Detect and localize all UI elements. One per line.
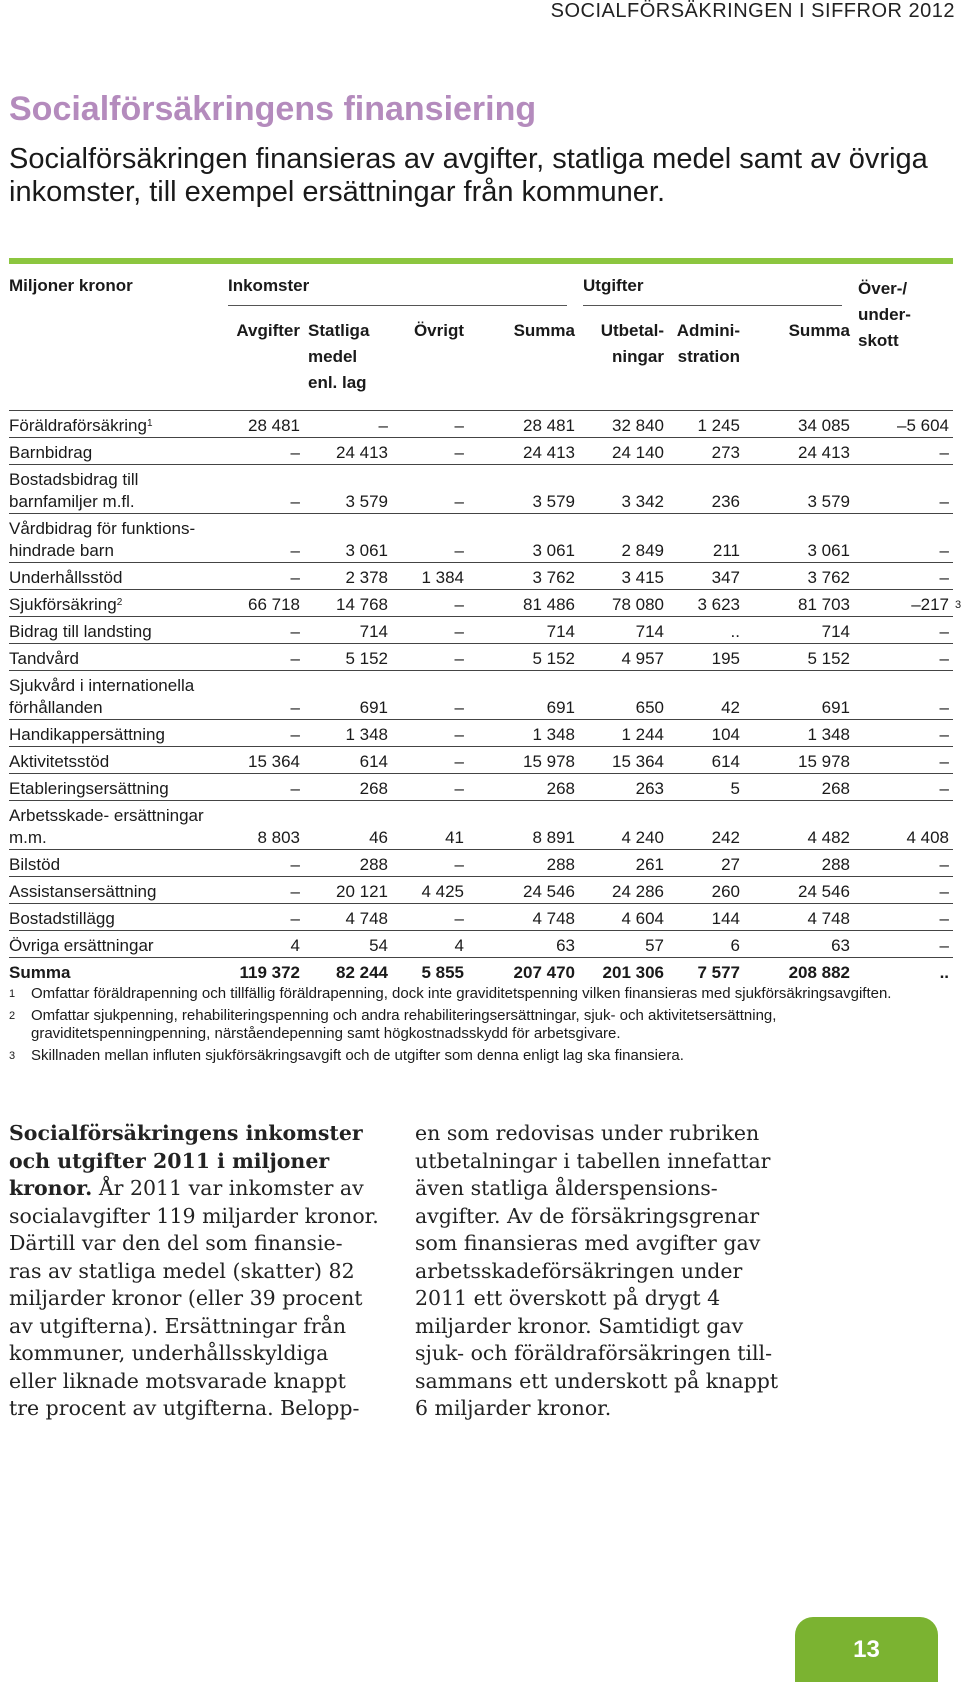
- table-cell: –: [224, 904, 304, 931]
- table-row: [9, 801, 953, 850]
- table-cell: 15 978: [744, 747, 854, 774]
- table-cell: –: [854, 850, 953, 877]
- table-cell: 2 849: [579, 514, 668, 563]
- table-cell: 273: [668, 438, 744, 465]
- table-cell: 614: [668, 747, 744, 774]
- unit-header: Miljoner kronor: [9, 276, 133, 295]
- table-cell: 3 061: [744, 514, 854, 563]
- sum-cell: 7 577: [697, 963, 740, 982]
- page-number-tab: [795, 1617, 938, 1682]
- footnote-ref: 1: [146, 418, 153, 429]
- table-cell: 4: [224, 931, 304, 958]
- table-cell: 5: [668, 774, 744, 801]
- intro-paragraph: Socialförsäkringen finansieras av avgifter, statliga medel samt av övriga inkomster, till exempel ersättningar från kommuner.: [9, 143, 928, 208]
- table-cell: 42: [668, 671, 744, 720]
- income-group-rule: [228, 305, 567, 306]
- sum-cell: 5 855: [421, 963, 464, 982]
- caption-left-text: År 2011 var inkomster av socialavgifter 119 miljarder kronor. Därtill var den del som finansie- ras av statliga medel (skatter) 82 miljarder kronor (eller 39 procent av utgifterna). Ersättningar från kommuner, underhållsskyldiga eller liknade motsvarade knappt tre procent av utgifterna. Belopp-: [9, 1176, 379, 1420]
- table-cell: –: [224, 774, 304, 801]
- table-row: [9, 850, 953, 877]
- table-cell: –: [224, 671, 304, 720]
- table-cell: –: [224, 720, 304, 747]
- table-cell: 24 413: [304, 438, 392, 465]
- table-cell: –: [392, 747, 468, 774]
- sum-cell: 207 470: [513, 963, 575, 982]
- table-cell: 263: [579, 774, 668, 801]
- row-label: Arbetsskade- ersättningar m.m.: [9, 801, 224, 850]
- table-cell: 3 579: [468, 465, 579, 514]
- table-cell: –: [854, 644, 953, 671]
- row-label: Vårdbidrag för funktions- hindrade barn: [9, 514, 224, 563]
- table-cell: 8 891: [468, 801, 579, 850]
- row-label: Handikappersättning: [9, 720, 224, 747]
- table-row: [9, 514, 953, 563]
- table-cell: 4 604: [579, 904, 668, 931]
- table-cell: 691: [304, 671, 392, 720]
- table-row: [9, 931, 953, 958]
- table-cell: 4 425: [392, 877, 468, 904]
- table-cell: 4 240: [579, 801, 668, 850]
- table-cell: 3 762: [744, 563, 854, 590]
- table-row: [9, 747, 953, 774]
- table-cell: –: [854, 774, 953, 801]
- expense-group-rule: [583, 305, 842, 306]
- table-cell: –: [854, 747, 953, 774]
- table-cell: 288: [744, 850, 854, 877]
- table-cell: –: [304, 411, 392, 438]
- income-group-header: Inkomster: [224, 276, 579, 318]
- table-cell: 28 481: [468, 411, 579, 438]
- sum-cell: 208 882: [788, 963, 851, 982]
- table-cell: 46: [304, 801, 392, 850]
- sum-cell: 82 244: [336, 963, 388, 982]
- row-label: Sjukförsäkring$^2$: [9, 590, 224, 617]
- table-cell: 4: [392, 931, 468, 958]
- table-cell: 4 482: [744, 801, 854, 850]
- table-cell: 24 546: [468, 877, 579, 904]
- table-row: [9, 877, 953, 904]
- table-cell: 6: [668, 931, 744, 958]
- table-cell: 714: [468, 617, 579, 644]
- table-cell: 1 245: [668, 411, 744, 438]
- table-cell: 4 748: [744, 904, 854, 931]
- table-cell: 5 152: [468, 644, 579, 671]
- table-cell: 714: [304, 617, 392, 644]
- table-cell: –: [224, 617, 304, 644]
- table-row: [9, 644, 953, 671]
- sum-label: Summa: [9, 963, 71, 982]
- table-cell: –: [392, 644, 468, 671]
- table-cell: 288: [304, 850, 392, 877]
- table-cell: –: [392, 720, 468, 747]
- table-cell: 41: [392, 801, 468, 850]
- financing-table: [9, 276, 961, 984]
- sum-cell: 201 306: [602, 963, 664, 982]
- table-cell: 63: [468, 931, 579, 958]
- footnote-2: 2 Omfattar sjukpenning, rehabiliteringspenning och andra rehabiliteringsersättningar, sjuk- och aktivitetsersättning, graviditetspenningpenning, närståendepenning samt högkostnadsskydd för arbetsgivare.: [9, 1007, 777, 1042]
- table-cell: 1 348: [744, 720, 854, 747]
- sum-cell: ..: [939, 963, 950, 982]
- page-title: Socialförsäkringens finansiering: [9, 90, 537, 128]
- table-cell: 3 061: [468, 514, 579, 563]
- footnote-ref: 3: [955, 599, 961, 611]
- table-cell: 5 152: [304, 644, 392, 671]
- table-cell: 288: [468, 850, 579, 877]
- table-cell: 32 840: [579, 411, 668, 438]
- table-cell: 24 286: [579, 877, 668, 904]
- table-cell: –: [392, 774, 468, 801]
- table-cell: 54: [304, 931, 392, 958]
- table-cell: –: [854, 438, 953, 465]
- table-cell: 24 546: [744, 877, 854, 904]
- table-cell: –: [854, 720, 953, 747]
- footnote-ref: 2: [116, 597, 123, 608]
- table-cell: –: [224, 850, 304, 877]
- table-cell: 268: [468, 774, 579, 801]
- table-cell: –: [392, 617, 468, 644]
- table-cell: 242: [668, 801, 744, 850]
- table-cell: –: [392, 850, 468, 877]
- table-cell: 3 623: [668, 590, 744, 617]
- table-row: [9, 904, 953, 931]
- table-cell: 260: [668, 877, 744, 904]
- table-cell: 57: [579, 931, 668, 958]
- running-header: SOCIALFÖRSÄKRINGEN I SIFFROR 2012: [550, 0, 955, 22]
- table-cell: –: [224, 644, 304, 671]
- sum-row: [9, 958, 953, 985]
- footnote-3: 3 Skillnaden mellan influten sjukförsäkringsavgift och de utgifter som denna enligt lag ska finansiera.: [9, 1047, 684, 1064]
- table-cell: –: [224, 877, 304, 904]
- col-summa-inkomster: Summa: [513, 321, 575, 340]
- table-cell: –: [392, 465, 468, 514]
- row-label: Assistansersättning: [9, 877, 224, 904]
- row-label: Tandvård: [9, 644, 224, 671]
- table-cell: 261: [579, 850, 668, 877]
- table-cell: 236: [668, 465, 744, 514]
- table-cell: –: [224, 465, 304, 514]
- expense-group-header: Utgifter: [579, 276, 854, 318]
- table-cell: ..: [668, 617, 744, 644]
- table-cell: 20 121: [304, 877, 392, 904]
- green-divider: [9, 258, 953, 264]
- footnotes: [9, 985, 953, 1069]
- table-cell: 3 061: [304, 514, 392, 563]
- table-cell: –: [854, 563, 953, 590]
- table-cell: –: [854, 514, 953, 563]
- col-avgifter: Avgifter: [236, 321, 300, 340]
- table-cell: 3 415: [579, 563, 668, 590]
- row-label: Underhållsstöd: [9, 563, 224, 590]
- table-cell: 5 152: [744, 644, 854, 671]
- table-cell: –: [854, 671, 953, 720]
- table-cell: –: [392, 438, 468, 465]
- table-cell: –: [392, 514, 468, 563]
- table-cell: 614: [304, 747, 392, 774]
- table-row: [9, 411, 953, 438]
- table-cell: 1 384: [392, 563, 468, 590]
- table-cell: –: [224, 438, 304, 465]
- table-cell: 66 718: [224, 590, 304, 617]
- col-utbetalningar: Utbetal- ningar: [600, 321, 664, 366]
- row-label: Etableringsersättning: [9, 774, 224, 801]
- row-label: Aktivitetsstöd: [9, 747, 224, 774]
- table-cell: 1 348: [304, 720, 392, 747]
- table-cell: 63: [744, 931, 854, 958]
- table-row: [9, 671, 953, 720]
- table-cell: 211: [668, 514, 744, 563]
- caption-right-column: en som redovisas under rubriken utbetalningar i tabellen innefattar även statliga ålderspensions- avgifter. Av de försäkringsgrenar som finansieras med avgifter gav arbetsskadeförsäkringen under 2011 ett överskott på drygt 4 miljarder kronor. Samtidigt gav sjuk- och föräldraförsäkringen till- sammans ett underskott på knappt 6 miljarder kronor.: [415, 1121, 779, 1420]
- table-cell: –: [392, 671, 468, 720]
- table-cell: 714: [744, 617, 854, 644]
- table-row: [9, 465, 953, 514]
- table-row: [9, 590, 953, 617]
- table-cell: 78 080: [579, 590, 668, 617]
- table-cell: 4 748: [468, 904, 579, 931]
- footnote-1: 1 Omfattar föräldrapenning och tillfällig föräldrapenning, dock inte graviditetspenning vilken finansieras med sjukförsäkringsavgiften.: [9, 985, 892, 1002]
- table-cell: 691: [468, 671, 579, 720]
- table-cell: 1 244: [579, 720, 668, 747]
- table-cell: 714: [579, 617, 668, 644]
- table-cell: 104: [668, 720, 744, 747]
- table-cell: –: [392, 904, 468, 931]
- table-cell: 24 413: [744, 438, 854, 465]
- table-cell: 1 348: [468, 720, 579, 747]
- table-row: [9, 617, 953, 644]
- col-statliga-medel: Statliga medel enl. lag: [308, 321, 370, 392]
- table-cell: –: [854, 904, 953, 931]
- table-cell: 268: [744, 774, 854, 801]
- col-ovrigt: Övrigt: [413, 321, 464, 340]
- table-cell: 4 957: [579, 644, 668, 671]
- table-row: [9, 774, 953, 801]
- table-cell: 144: [668, 904, 744, 931]
- table-cell: 28 481: [224, 411, 304, 438]
- sum-cell: 119 372: [239, 963, 300, 982]
- row-label: Bostadstillägg: [9, 904, 224, 931]
- table-cell: 2 378: [304, 563, 392, 590]
- table-cell: 27: [668, 850, 744, 877]
- row-label: Bidrag till landsting: [9, 617, 224, 644]
- table-cell: 24 413: [468, 438, 579, 465]
- table-cell: –: [392, 590, 468, 617]
- table-cell: 4 748: [304, 904, 392, 931]
- table-cell: 24 140: [579, 438, 668, 465]
- table-row: [9, 563, 953, 590]
- table-cell: 34 085: [744, 411, 854, 438]
- row-label: Bostadsbidrag till barnfamiljer m.fl.: [9, 465, 224, 514]
- surplus-header: Över-/ under- skott: [858, 279, 911, 350]
- table-cell: 15 364: [224, 747, 304, 774]
- row-label: Övriga ersättningar: [9, 931, 224, 958]
- table-cell: 268: [304, 774, 392, 801]
- page-number: 13: [853, 1635, 880, 1663]
- col-summa-utgifter: Summa: [788, 321, 851, 340]
- table-cell: –: [854, 877, 953, 904]
- caption-left-column: [9, 1120, 379, 1423]
- table-cell: –: [392, 411, 468, 438]
- table-cell: –: [854, 465, 953, 514]
- table-cell: 195: [668, 644, 744, 671]
- row-label: Föräldraförsäkring$^1$: [9, 411, 224, 438]
- table-cell: –217 3: [854, 590, 953, 617]
- row-label: Barnbidrag: [9, 438, 224, 465]
- table-cell: 650: [579, 671, 668, 720]
- table-cell: 3 579: [744, 465, 854, 514]
- table-cell: –: [854, 931, 953, 958]
- table-cell: –5 604: [854, 411, 953, 438]
- table-cell: 4 408: [854, 801, 953, 850]
- table-row: [9, 438, 953, 465]
- row-label: Bilstöd: [9, 850, 224, 877]
- table-cell: 15 978: [468, 747, 579, 774]
- table-cell: 691: [744, 671, 854, 720]
- table-cell: 3 762: [468, 563, 579, 590]
- table-cell: 3 342: [579, 465, 668, 514]
- table-cell: 14 768: [304, 590, 392, 617]
- table-cell: 81 703: [744, 590, 854, 617]
- table-cell: –: [224, 563, 304, 590]
- table-cell: 347: [668, 563, 744, 590]
- table-cell: 3 579: [304, 465, 392, 514]
- col-administration: Admini- stration: [676, 321, 740, 366]
- table-cell: 81 486: [468, 590, 579, 617]
- table-cell: –: [854, 617, 953, 644]
- table-cell: –: [224, 514, 304, 563]
- table-cell: 15 364: [579, 747, 668, 774]
- table-row: [9, 720, 953, 747]
- table-cell: 8 803: [224, 801, 304, 850]
- caption-heading: Socialförsäkringens inkomster och utgifter 2011 i miljoner kronor.: [9, 1121, 363, 1200]
- row-label: Sjukvård i internationella förhållanden: [9, 671, 224, 720]
